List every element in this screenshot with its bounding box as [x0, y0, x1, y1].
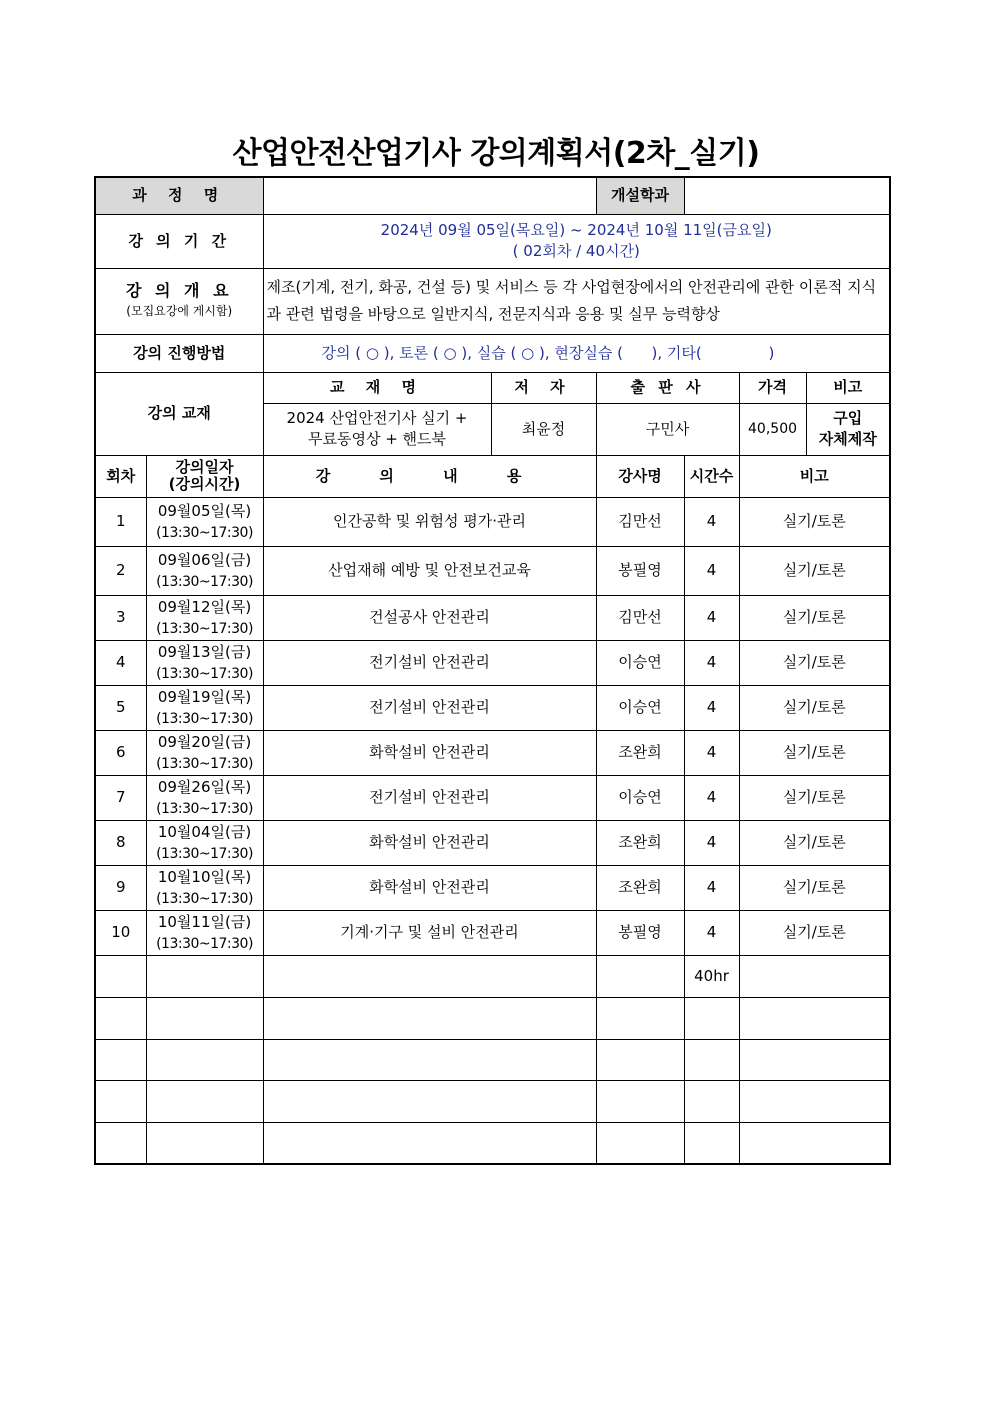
- course-name-label: 과 정 명: [95, 177, 263, 214]
- empty-cell: [95, 1080, 146, 1122]
- overview-row: [95, 268, 890, 334]
- textbook-note-header: 비고: [806, 372, 890, 403]
- session-note: 실기/토론: [739, 595, 890, 640]
- period-row: [95, 214, 890, 268]
- header-date-line1: 강의일자: [175, 458, 234, 476]
- empty-cell: [146, 1122, 263, 1164]
- textbook-publisher-header: 출 판 사: [596, 372, 739, 403]
- textbook-price-header: 가격: [739, 372, 806, 403]
- empty-cell: [95, 1122, 146, 1164]
- empty-row: [95, 997, 890, 1039]
- session-note: 실기/토론: [739, 730, 890, 775]
- schedule-row: [95, 497, 890, 546]
- total-hours: 40hr: [684, 955, 739, 997]
- header-session-no: 회차: [95, 455, 146, 497]
- session-time: (13:30~17:30): [156, 524, 253, 541]
- session-time: (13:30~17:30): [156, 800, 253, 817]
- empty-cell: [739, 1122, 890, 1164]
- session-time: (13:30~17:30): [156, 935, 253, 952]
- empty-cell: [684, 1080, 739, 1122]
- session-content: 전기설비 안전관리: [263, 775, 596, 820]
- session-time: (13:30~17:30): [156, 665, 253, 682]
- session-date: [146, 640, 263, 685]
- session-lecturer: 조완희: [596, 730, 684, 775]
- textbook-name-line1: 2024 산업안전기사 실기 +: [286, 409, 468, 427]
- textbook-note: [806, 403, 890, 455]
- header-note: 비고: [739, 455, 890, 497]
- schedule-row: [95, 685, 890, 730]
- session-no: 9: [95, 865, 146, 910]
- empty-cell: [739, 1039, 890, 1080]
- session-content: 전기설비 안전관리: [263, 685, 596, 730]
- total-row: [95, 955, 890, 997]
- session-content: 화학설비 안전관리: [263, 820, 596, 865]
- header-date-line2: (강의시간): [168, 475, 241, 493]
- session-date: [146, 497, 263, 546]
- method-text: 강의 ( ○ ), 토론 ( ○ ), 실습 ( ○ ), 현장실습 ( ), 기타( ): [263, 334, 890, 372]
- schedule-row: [95, 730, 890, 775]
- empty-cell: [146, 955, 263, 997]
- session-lecturer: 이승연: [596, 685, 684, 730]
- empty-cell: [739, 1080, 890, 1122]
- session-date: [146, 775, 263, 820]
- empty-cell: [596, 997, 684, 1039]
- empty-cell: [263, 1039, 596, 1080]
- session-date: [146, 865, 263, 910]
- lecture-plan-table: [94, 176, 891, 1165]
- session-hours: 4: [684, 865, 739, 910]
- session-note: 실기/토론: [739, 775, 890, 820]
- session-no: 1: [95, 497, 146, 546]
- schedule-row: [95, 820, 890, 865]
- session-day: 09월13일(금): [157, 642, 252, 661]
- header-date: [146, 455, 263, 497]
- empty-cell: [739, 955, 890, 997]
- schedule-row: [95, 546, 890, 595]
- empty-cell: [263, 1122, 596, 1164]
- session-date: [146, 546, 263, 595]
- empty-cell: [596, 955, 684, 997]
- session-day: 09월19일(목): [157, 687, 252, 706]
- overview-label-cell: [95, 268, 263, 334]
- textbook-price: 40,500: [739, 403, 806, 455]
- department-label: 개설학과: [596, 177, 684, 214]
- session-no: 4: [95, 640, 146, 685]
- session-lecturer: 이승연: [596, 775, 684, 820]
- textbook-label: 강의 교재: [95, 372, 263, 455]
- empty-cell: [146, 1039, 263, 1080]
- period-dates: 2024년 09월 05일(목요일) ~ 2024년 10월 11일(금요일): [380, 221, 772, 239]
- department-value: [684, 177, 890, 214]
- textbook-author: 최윤정: [491, 403, 596, 455]
- empty-cell: [684, 1039, 739, 1080]
- session-hours: 4: [684, 640, 739, 685]
- session-lecturer: 김만선: [596, 497, 684, 546]
- session-day: 09월20일(금): [157, 732, 252, 751]
- session-note: 실기/토론: [739, 546, 890, 595]
- session-day: 09월05일(목): [157, 501, 252, 520]
- session-date: [146, 685, 263, 730]
- document-title: 산업안전산업기사 강의계획서(2차_실기): [232, 136, 760, 171]
- session-note: 실기/토론: [739, 497, 890, 546]
- empty-cell: [146, 997, 263, 1039]
- session-hours: 4: [684, 546, 739, 595]
- session-no: 7: [95, 775, 146, 820]
- session-date: [146, 910, 263, 955]
- session-hours: 4: [684, 730, 739, 775]
- session-hours: 4: [684, 685, 739, 730]
- empty-cell: [596, 1039, 684, 1080]
- header-content: 강 의 내 용: [263, 455, 596, 497]
- session-time: (13:30~17:30): [156, 573, 253, 590]
- course-name-row: [95, 177, 890, 214]
- session-time: (13:30~17:30): [156, 620, 253, 637]
- period-label: 강 의 기 간: [95, 214, 263, 268]
- session-day: 09월12일(목): [157, 597, 252, 616]
- textbook-author-header: 저 자: [491, 372, 596, 403]
- schedule-row: [95, 910, 890, 955]
- session-date: [146, 595, 263, 640]
- textbook-header-row: [95, 372, 890, 403]
- session-lecturer: 봉필영: [596, 546, 684, 595]
- session-no: 8: [95, 820, 146, 865]
- empty-cell: [95, 1039, 146, 1080]
- session-date: [146, 730, 263, 775]
- session-day: 09월26일(목): [157, 777, 252, 796]
- session-hours: 4: [684, 820, 739, 865]
- session-day: 10월11일(금): [157, 912, 252, 931]
- session-hours: 4: [684, 595, 739, 640]
- empty-cell: [95, 955, 146, 997]
- session-date: [146, 820, 263, 865]
- course-name-value: [263, 177, 596, 214]
- session-time: (13:30~17:30): [156, 755, 253, 772]
- empty-cell: [684, 997, 739, 1039]
- session-day: 10월04일(금): [157, 822, 252, 841]
- textbook-note-line1: 구입: [833, 409, 863, 427]
- session-no: 3: [95, 595, 146, 640]
- method-row: [95, 334, 890, 372]
- session-no: 10: [95, 910, 146, 955]
- session-note: 실기/토론: [739, 865, 890, 910]
- empty-cell: [263, 1080, 596, 1122]
- header-hours: 시간수: [684, 455, 739, 497]
- session-lecturer: 조완희: [596, 865, 684, 910]
- period-value: [263, 214, 890, 268]
- overview-text: 제조(기계, 전기, 화공, 건설 등) 및 서비스 등 각 사업현장에서의 안전관리에 관한 이론적 지식과 관련 법령을 바탕으로 일반지식, 전문지식과 응용 및 실무 능력향상: [263, 268, 890, 334]
- schedule-row: [95, 595, 890, 640]
- session-lecturer: 이승연: [596, 640, 684, 685]
- header-lecturer: 강사명: [596, 455, 684, 497]
- empty-cell: [684, 1122, 739, 1164]
- empty-cell: [739, 997, 890, 1039]
- empty-row: [95, 1122, 890, 1164]
- session-content: 산업재해 예방 및 안전보건교육: [263, 546, 596, 595]
- empty-cell: [263, 955, 596, 997]
- session-hours: 4: [684, 910, 739, 955]
- textbook-name-line2: 무료동영상 + 핸드북: [308, 430, 447, 448]
- empty-row: [95, 1039, 890, 1080]
- empty-row: [95, 1080, 890, 1122]
- session-day: 09월06일(금): [157, 550, 252, 569]
- session-day: 10월10일(목): [157, 867, 252, 886]
- session-lecturer: 김만선: [596, 595, 684, 640]
- textbook-name-header: 교 재 명: [263, 372, 491, 403]
- session-note: 실기/토론: [739, 910, 890, 955]
- schedule-row: [95, 640, 890, 685]
- session-time: (13:30~17:30): [156, 890, 253, 907]
- session-content: 인간공학 및 위험성 평가·관리: [263, 497, 596, 546]
- session-no: 2: [95, 546, 146, 595]
- session-note: 실기/토론: [739, 685, 890, 730]
- session-hours: 4: [684, 775, 739, 820]
- session-content: 화학설비 안전관리: [263, 865, 596, 910]
- overview-sublabel: (모집요강에 게시함): [126, 304, 233, 318]
- session-lecturer: 봉필영: [596, 910, 684, 955]
- session-content: 전기설비 안전관리: [263, 640, 596, 685]
- session-note: 실기/토론: [739, 820, 890, 865]
- session-content: 화학설비 안전관리: [263, 730, 596, 775]
- empty-cell: [146, 1080, 263, 1122]
- empty-cell: [596, 1122, 684, 1164]
- method-label: 강의 진행방법: [95, 334, 263, 372]
- textbook-publisher: 구민사: [596, 403, 739, 455]
- session-time: (13:30~17:30): [156, 845, 253, 862]
- empty-cell: [596, 1080, 684, 1122]
- session-no: 5: [95, 685, 146, 730]
- session-content: 건설공사 안전관리: [263, 595, 596, 640]
- schedule-row: [95, 775, 890, 820]
- session-content: 기계·기구 및 설비 안전관리: [263, 910, 596, 955]
- session-lecturer: 조완희: [596, 820, 684, 865]
- empty-cell: [95, 997, 146, 1039]
- session-time: (13:30~17:30): [156, 710, 253, 727]
- session-no: 6: [95, 730, 146, 775]
- session-note: 실기/토론: [739, 640, 890, 685]
- period-sessions: ( 02회차 / 40시간): [512, 242, 640, 260]
- schedule-row: [95, 865, 890, 910]
- empty-cell: [263, 997, 596, 1039]
- schedule-header-row: [95, 455, 890, 497]
- session-hours: 4: [684, 497, 739, 546]
- overview-label: 강 의 개 요: [125, 281, 233, 300]
- textbook-note-line2: 자체제작: [818, 430, 877, 448]
- textbook-name: [263, 403, 491, 455]
